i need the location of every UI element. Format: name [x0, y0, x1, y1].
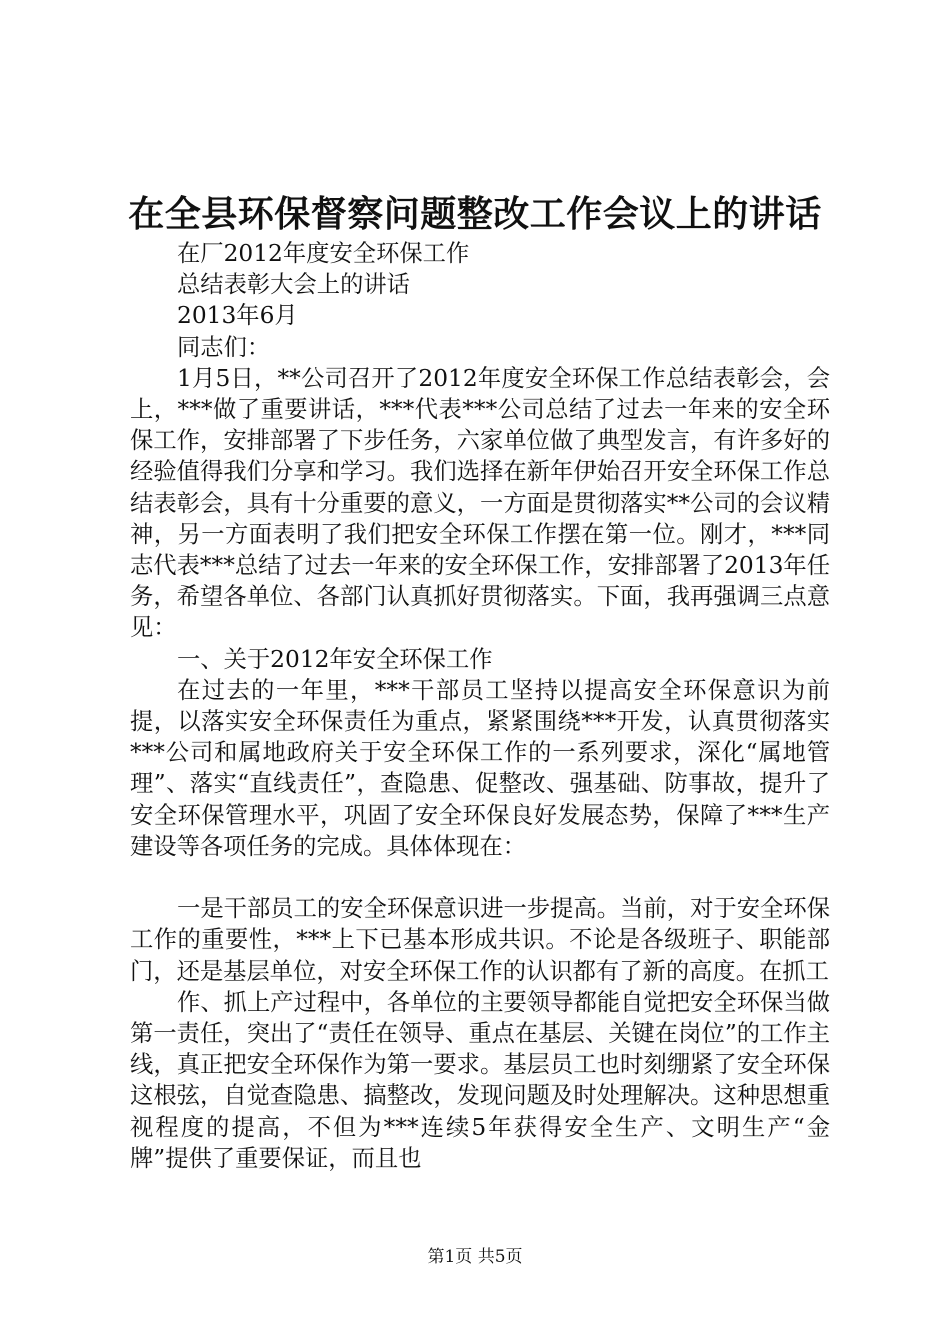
- paragraph-point-1: 一是干部员工的安全环保意识进一步提高。当前，对于安全环保工作的重要性，***上下已基本形成共识。不论是各级班子、职能部门，还是基层单位，对安全环保工作的认识都有了新的高度。在抓工: [130, 895, 830, 985]
- paragraph-subtitle-line-1: 在厂2012年度安全环保工作: [177, 240, 470, 267]
- paragraph-section-1: 在过去的一年里，***干部员工坚持以提高安全环保意识为前提，以落实安全环保责任为重点，紧紧围绕***开发，认真贯彻落实***公司和属地政府关于安全环保工作的一系列要求，深化“属地管理”、落实“直线责任”，查隐患、促整改、强基础、防事故，提升了安全环保管理水平，巩固了安全环保良好发展态势，保障了***生产建设等各项任务的完成。具体体现在：: [130, 676, 830, 860]
- paragraph-point-1-continued: 作、抓上产过程中，各单位的主要领导都能自觉把安全环保当做第一责任，突出了“责任在领导、重点在基层、关键在岗位”的工作主线，真正把安全环保作为第一要求。基层员工也时刻绷紧了安全环保这根弦，自觉查隐患、搞整改，发现问题及时处理解决。这种思想重视程度的提高，不但为***连续5年获得安全生产、文明生产“金牌”提供了重要保证，而且也: [130, 988, 830, 1172]
- paragraph-salutation: 同志们：: [177, 333, 271, 361]
- paragraph-subtitle-line-2: 总结表彰大会上的讲话: [177, 271, 410, 299]
- paragraph-opening: 1月5日，**公司召开了2012年度安全环保工作总结表彰会，会上，***做了重要讲话，***代表***公司总结了过去一年来的安全环保工作，安排部署了下步任务，六家单位做了典型发言，有许多好的经验值得我们分享和学习。我们选择在新年伊始召开安全环保工作总结表彰会，具有十分重要的意义，一方面是贯彻落实**公司的会议精神，另一方面表明了我们把安全环保工作摆在第一位。刚才，***同志代表***总结了过去一年来的安全环保工作，安排部署了2013年任务，希望各单位、各部门认真抓好贯彻落实。下面，我再强调三点意见：: [130, 364, 830, 642]
- blank-line: [130, 862, 830, 893]
- paragraph-date: 2013年6月: [177, 302, 298, 330]
- document-body: [130, 238, 830, 1174]
- page-footer: 第1页 共5页: [427, 1247, 523, 1267]
- section-heading-1: 一、关于2012年安全环保工作: [177, 645, 493, 673]
- document-title: 在全县环保督察问题整改工作会议上的讲话: [128, 193, 822, 235]
